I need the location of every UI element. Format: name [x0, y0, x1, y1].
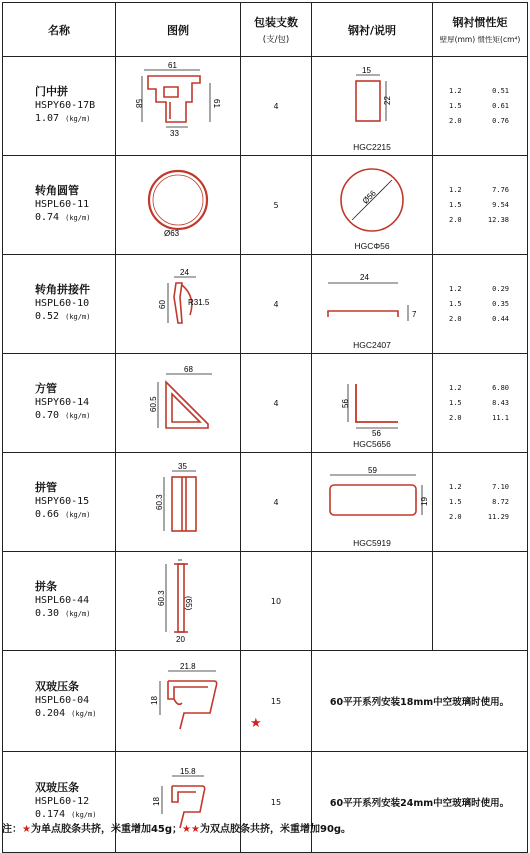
svg-text:24: 24	[180, 268, 189, 277]
liner-drawing-5	[312, 453, 433, 547]
pack-count: 15	[241, 651, 312, 752]
usage-note: 60平开系列安装18mm中空玻璃时使用。	[312, 651, 528, 752]
liner-code: HGC2215	[353, 142, 391, 152]
liner-code: HGCΦ56	[354, 241, 390, 251]
profile-figure	[116, 651, 241, 752]
table-row	[3, 354, 528, 453]
inertia-cell: 1.2 7.10 1.5 8.72 2.0 11.29	[433, 453, 528, 552]
double-star-mark: ★	[250, 716, 262, 731]
profile-drawing-2	[116, 156, 241, 250]
profile-figure	[116, 453, 241, 552]
svg-text:7: 7	[412, 310, 417, 319]
profile-drawing-3	[116, 255, 241, 349]
col-figure: 图例	[116, 3, 241, 57]
table-row	[3, 453, 528, 552]
liner-cell	[312, 57, 433, 156]
double-star-icon: ★★	[182, 824, 200, 835]
svg-text:20: 20	[176, 635, 185, 644]
svg-text:21.8: 21.8	[180, 662, 196, 671]
table-row	[3, 156, 528, 255]
pack-count: 4	[241, 57, 312, 156]
inertia-cell: 1.2 7.76 1.5 9.54 2.0 12.38	[433, 156, 528, 255]
svg-text:Ø63: Ø63	[164, 229, 180, 238]
svg-text:61: 61	[212, 99, 221, 108]
table-row	[3, 57, 528, 156]
liner-code: HGC5656	[353, 439, 391, 449]
profile-figure	[116, 156, 241, 255]
svg-text:19: 19	[420, 497, 429, 506]
profile-drawing-4	[116, 354, 241, 448]
svg-text:(65): (65)	[184, 596, 193, 611]
profile-drawing-1	[116, 57, 241, 151]
svg-text:15.8: 15.8	[180, 767, 196, 776]
profile-name-cell: 转角圆管 HSPL60-11 0.74 (kg/m)	[3, 156, 116, 255]
svg-text:Ø56: Ø56	[360, 188, 378, 206]
liner-cell	[312, 354, 433, 453]
liner-code: HGC5919	[353, 538, 391, 548]
svg-text:61: 61	[168, 61, 177, 70]
profile-drawing-6	[116, 552, 241, 646]
svg-text:60.3: 60.3	[157, 590, 166, 606]
profile-name-cell: 转角拼接件 HSPL60-10 0.52 (kg/m)	[3, 255, 116, 354]
pack-count: 5	[241, 156, 312, 255]
profile-drawing-7	[116, 651, 241, 747]
inertia-cell	[433, 552, 528, 651]
col-inertia: 钢衬惯性矩 壁厚(mm) 惯性矩(cm⁴)	[433, 3, 528, 57]
profile-name-cell: 拼条 HSPL60-44 0.30 (kg/m)	[3, 552, 116, 651]
liner-drawing-2	[312, 156, 433, 250]
table-row	[3, 552, 528, 651]
svg-text:60.3: 60.3	[155, 494, 164, 510]
pack-count: 4	[241, 453, 312, 552]
svg-text:59: 59	[368, 466, 377, 475]
liner-cell	[312, 453, 433, 552]
profile-name-cell: 拼管 HSPY60-15 0.66 (kg/m)	[3, 453, 116, 552]
svg-text:58: 58	[134, 99, 143, 108]
svg-text:60: 60	[158, 300, 167, 309]
profile-name-cell: 方管 HSPY60-14 0.70 (kg/m)	[3, 354, 116, 453]
pack-count: 10	[241, 552, 312, 651]
svg-text:24: 24	[360, 273, 369, 282]
inertia-cell: 1.2 6.80 1.5 8.43 2.0 11.1	[433, 354, 528, 453]
inertia-cell: 1.2 0.51 1.5 0.61 2.0 0.76	[433, 57, 528, 156]
profile-name-cell: 双玻压条 HSPL60-12 0.174 (kg/m)	[3, 752, 116, 853]
svg-text:56: 56	[341, 399, 350, 408]
inertia-cell: 1.2 0.29 1.5 0.35 2.0 0.44	[433, 255, 528, 354]
liner-cell	[312, 552, 433, 651]
pack-count: 15	[241, 752, 312, 853]
profile-figure	[116, 752, 241, 853]
pack-count: 4	[241, 255, 312, 354]
pack-count: 4	[241, 354, 312, 453]
liner-drawing-4	[312, 354, 433, 448]
profile-figure	[116, 552, 241, 651]
profile-table	[2, 2, 528, 853]
liner-cell	[312, 255, 433, 354]
col-liner: 钢衬/说明	[312, 3, 433, 57]
profile-figure	[116, 255, 241, 354]
svg-text:18: 18	[150, 696, 159, 705]
svg-text:60.5: 60.5	[149, 396, 158, 412]
col-name: 名称	[3, 3, 116, 57]
svg-text:R31.5: R31.5	[188, 298, 210, 307]
col-pack: 包装支数 (支/包)	[241, 3, 312, 57]
svg-text:18: 18	[152, 797, 161, 806]
profile-drawing-5	[116, 453, 241, 547]
profile-figure	[116, 57, 241, 156]
table-row	[3, 651, 528, 752]
header-row	[3, 3, 528, 57]
usage-note: 60平开系列安装24mm中空玻璃时使用。	[312, 752, 528, 853]
svg-text:56: 56	[372, 429, 381, 438]
footnote: 注：★为单点胶条共挤，米重增加45g；★★为双点胶条共挤，米重增加90g。	[2, 824, 352, 835]
profile-name-cell: 门中拼 HSPY60-17B 1.07 (kg/m)	[3, 57, 116, 156]
svg-text:35: 35	[178, 462, 187, 471]
svg-text:22: 22	[383, 96, 392, 105]
star-icon: ★	[22, 824, 31, 835]
svg-text:15: 15	[362, 66, 371, 75]
profile-figure	[116, 354, 241, 453]
table-row	[3, 752, 528, 853]
profile-name-cell: 双玻压条 HSPL60-04 0.204 (kg/m)	[3, 651, 116, 752]
liner-code: HGC2407	[353, 340, 391, 350]
table-row	[3, 255, 528, 354]
liner-drawing-1	[312, 57, 433, 151]
liner-cell	[312, 156, 433, 255]
liner-drawing-3	[312, 255, 433, 349]
svg-text:33: 33	[170, 129, 179, 138]
svg-text:68: 68	[184, 365, 193, 374]
